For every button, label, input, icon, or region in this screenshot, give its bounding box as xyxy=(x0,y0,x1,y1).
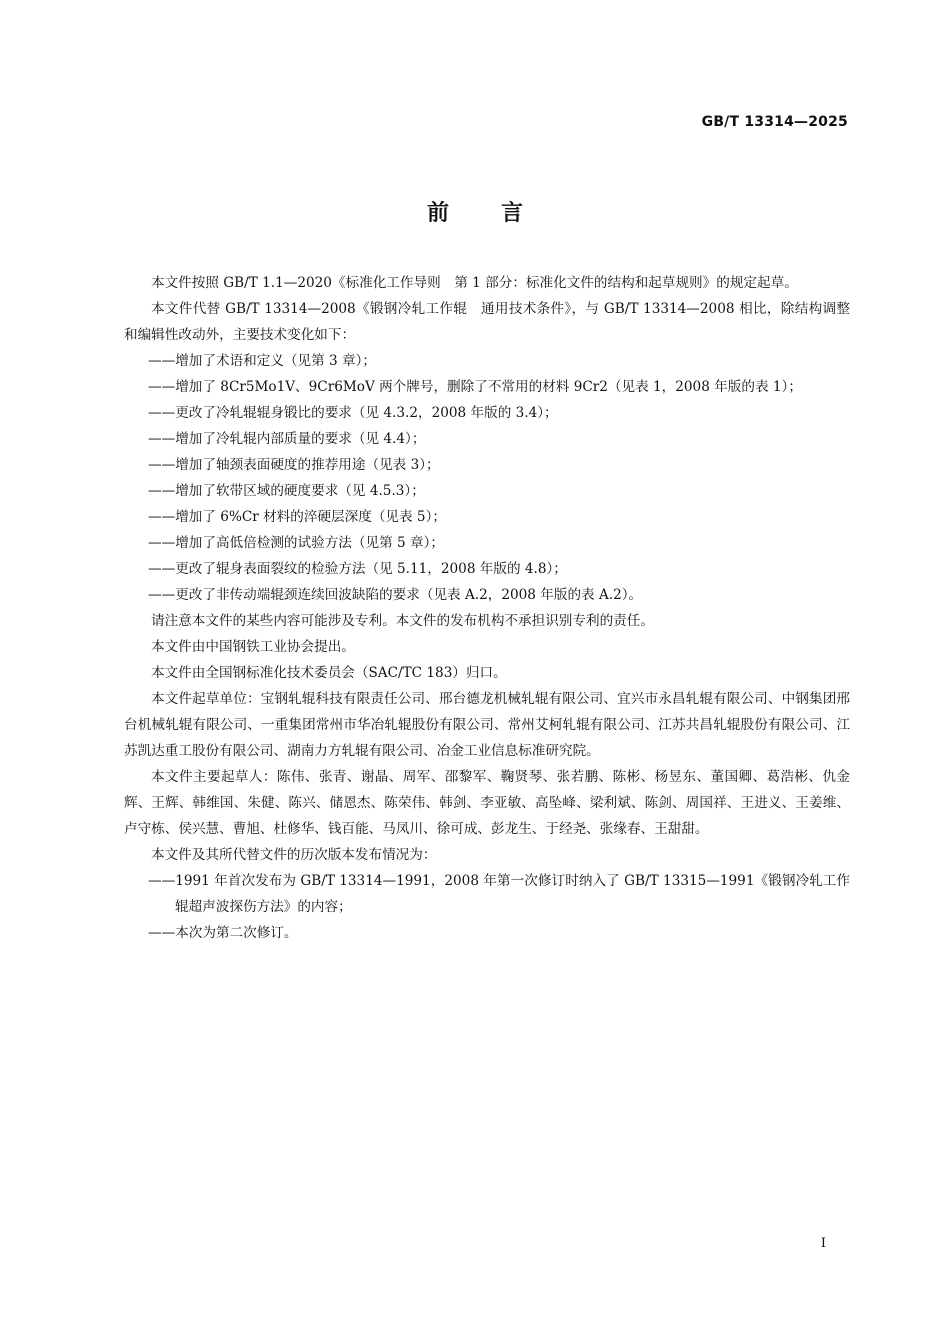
paragraph-version-history: 本文件及其所代替文件的历次版本发布情况为： xyxy=(151,847,437,863)
page-title: 前言 xyxy=(426,201,575,226)
page-number: I xyxy=(820,1236,826,1251)
list-item: ——增加了高低倍检测的试验方法（见第 5 章）； xyxy=(148,535,444,551)
list-item: ——1991 年首次发布为 GB/T 13314—1991，2008 年第一次修订时纳入了 GB/T 13315—1991《锻钢冷轧工作辊超声波探伤方法》的内容； xyxy=(148,873,850,915)
list-item: ——更改了冷轧辊辊身锻比的要求（见 4.3.2，2008 年版的 3.4）； xyxy=(148,405,558,421)
standard-code: GB/T 13314—2025 xyxy=(701,114,848,130)
paragraph-replacement: 本文件代替 GB/T 13314—2008《锻钢冷轧工作辊 通用技术条件》，与 GB/T 13314—2008 相比，除结构调整和编辑性改动外，主要技术变化如下： xyxy=(124,301,850,343)
paragraph-proposer: 本文件由中国钢铁工业协会提出。 xyxy=(151,639,355,655)
list-item: ——增加了冷轧辊内部质量的要求（见 4.4）； xyxy=(148,431,426,447)
list-item: ——增加了轴颈表面硬度的推荐用途（见表 3）； xyxy=(148,457,440,473)
document-body xyxy=(124,270,850,946)
paragraph-drafting-units: 本文件起草单位：宝钢轧辊科技有限责任公司、邢台德龙机械轧辊有限公司、宜兴市永昌轧辊有限公司、中钢集团邢台机械轧辊有限公司、一重集团常州市华冶轧辊股份有限公司、常州艾柯轧辊有限公司、江苏共昌轧辊股份有限公司、江苏凯达重工股份有限公司、湖南力方轧辊有限公司、冶金工业信息标准研究院。 xyxy=(124,691,850,759)
list-item: ——更改了辊身表面裂纹的检验方法（见 5.11，2008 年版的 4.8）； xyxy=(148,561,567,577)
list-item: ——增加了 6%Cr 材料的淬硬层深度（见表 5）； xyxy=(148,509,446,525)
list-item: ——本次为第二次修订。 xyxy=(148,925,298,941)
list-item: ——更改了非传动端辊颈连续回波缺陷的要求（见表 A.2，2008 年版的表 A.2）。 xyxy=(148,587,643,603)
list-item: ——增加了 8Cr5Mo1V、9Cr6MoV 两个牌号，删除了不常用的材料 9Cr2（见表 1，2008 年版的表 1）； xyxy=(148,379,802,395)
list-item: ——增加了术语和定义（见第 3 章）； xyxy=(148,353,376,369)
paragraph-committee: 本文件由全国钢标准化技术委员会（SAC/TC 183）归口。 xyxy=(151,665,507,681)
list-item: ——增加了软带区域的硬度要求（见 4.5.3）； xyxy=(148,483,425,499)
paragraph-patent-notice: 请注意本文件的某些内容可能涉及专利。本文件的发布机构不承担识别专利的责任。 xyxy=(151,613,654,629)
paragraph-drafters: 本文件主要起草人：陈伟、张青、谢晶、周军、邵黎军、鞠贤琴、张若鹏、陈彬、杨昱东、董国卿、葛浩彬、仇金辉、王辉、韩维国、朱健、陈兴、储恩杰、陈荣伟、韩剑、李亚敏、高坠峰、梁利斌、陈剑、周国祥、王进义、王姜维、卢守栋、侯兴慧、曹旭、杜修华、钱百能、马凤川、徐可成、彭龙生、于经尧、张缘春、王甜甜。 xyxy=(124,769,850,837)
paragraph-drafting-rules: 本文件按照 GB/T 1.1—2020《标准化工作导则 第 1 部分：标准化文件的结构和起草规则》的规定起草。 xyxy=(151,275,798,291)
